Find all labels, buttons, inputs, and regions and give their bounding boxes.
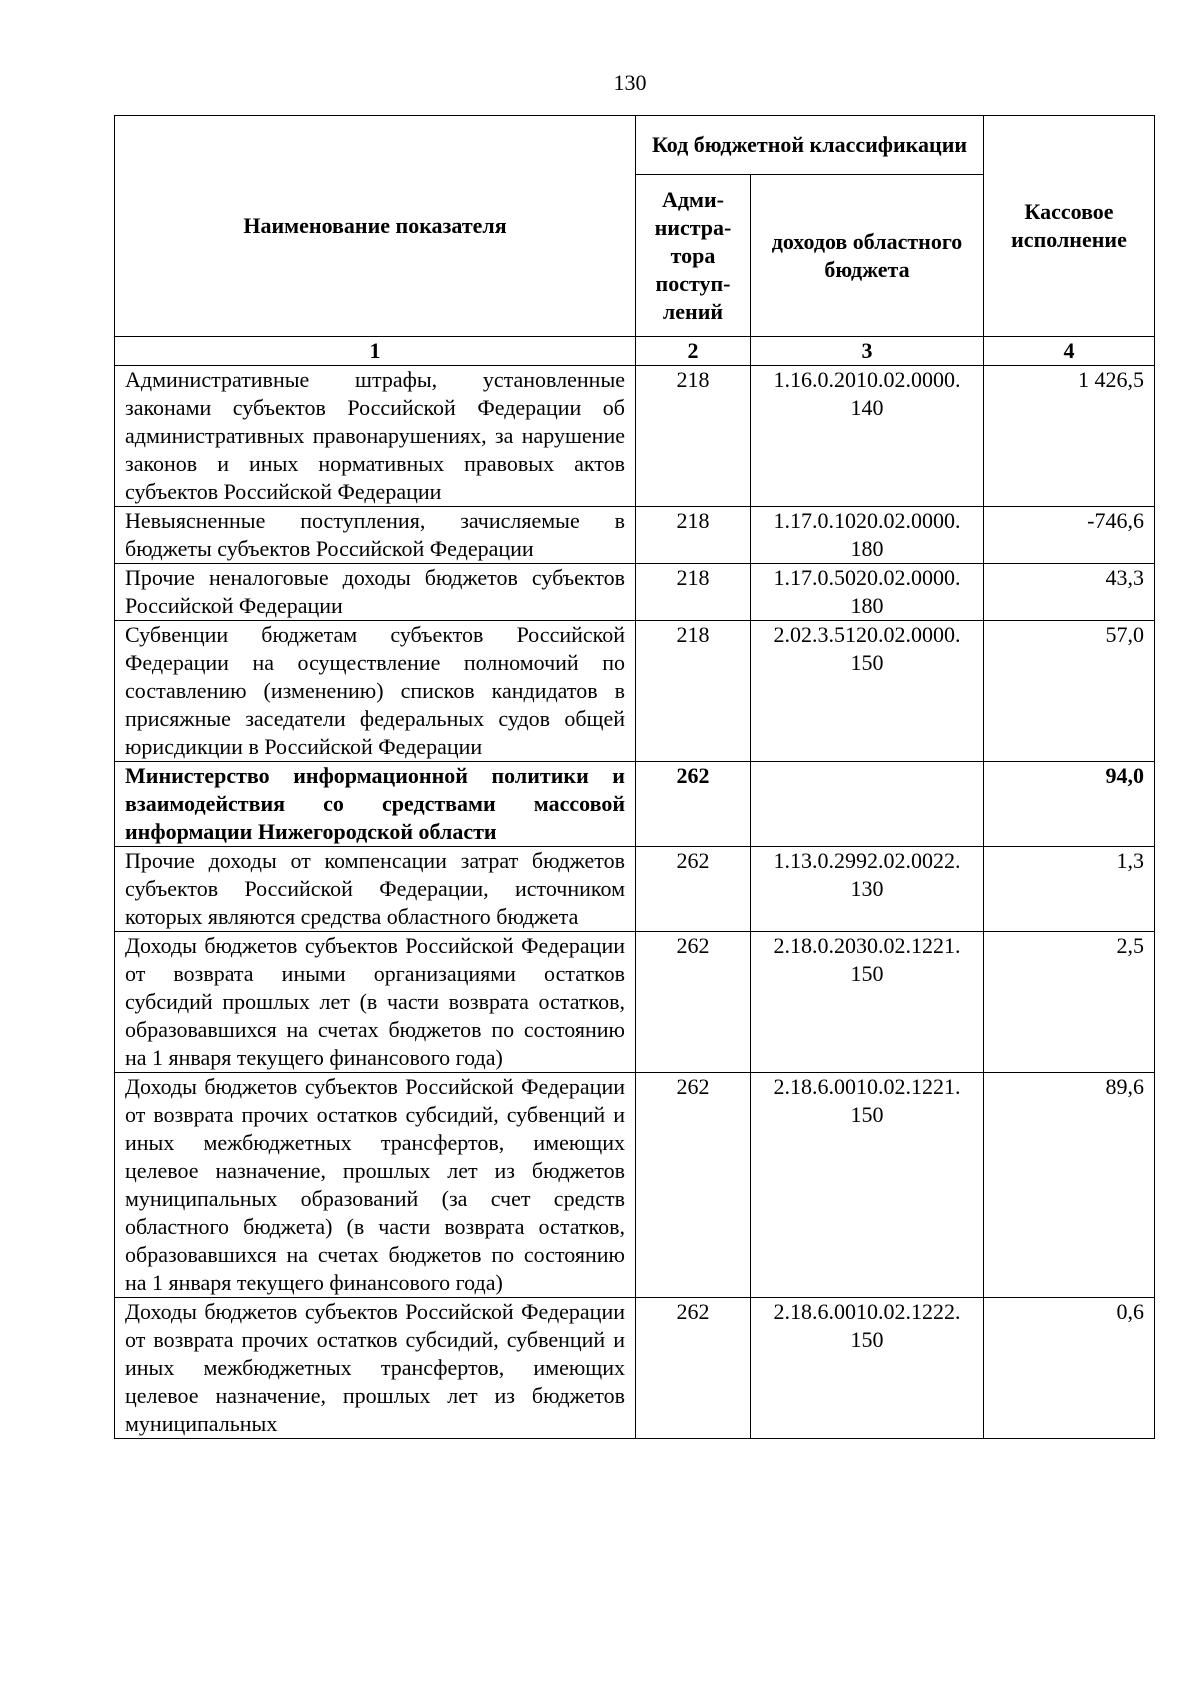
row-code-cell: 2.02.3.5120.02.0000. 150 — [751, 621, 984, 762]
table-body — [115, 337, 1155, 1439]
row-code-cell — [751, 762, 984, 847]
row-admin-cell: 262 — [636, 1073, 751, 1298]
column-number: 3 — [751, 337, 984, 366]
row-name-cell: Доходы бюджетов субъектов Российской Федерации от возврата прочих остатков субсидий, субвенций и иных межбюджетных трансфертов, имеющих целевое назначение, прошлых лет из бюджетов муниципальных — [115, 1298, 636, 1439]
budget-table — [114, 115, 1155, 1439]
table-row — [115, 1073, 1155, 1298]
table-row — [115, 932, 1155, 1073]
table-row — [115, 507, 1155, 564]
row-admin-cell: 218 — [636, 366, 751, 507]
row-name-cell: Доходы бюджетов субъектов Российской Федерации от возврата иными организациями остатков субсидий прошлых лет (в части возврата остатков, образовавшихся на счетах бюджетов по состоянию на 1 января текущего финансового года) — [115, 932, 636, 1073]
row-code-cell: 1.13.0.2992.02.0022. 130 — [751, 847, 984, 932]
header-admin: Адми-нистра-тора поступ-лений — [636, 175, 751, 337]
column-number: 2 — [636, 337, 751, 366]
row-name-cell: Доходы бюджетов субъектов Российской Федерации от возврата прочих остатков субсидий, субвенций и иных межбюджетных трансфертов, имеющих целевое назначение, прошлых лет из бюджетов муниципальных образований (за счет средств областного бюджета) (в части возврата остатков, образовавшихся на счетах бюджетов по состоянию на 1 января текущего финансового года) — [115, 1073, 636, 1298]
row-name-cell: Субвенции бюджетам субъектов Российской Федерации на осуществление полномочий по составлению (изменению) списков кандидатов в присяжные заседатели федеральных судов общей юрисдикции в Российской Федерации — [115, 621, 636, 762]
row-admin-cell: 262 — [636, 847, 751, 932]
row-code-cell: 2.18.6.0010.02.1222. 150 — [751, 1298, 984, 1439]
row-amount-cell: 1,3 — [984, 847, 1155, 932]
row-amount-cell: 43,3 — [984, 564, 1155, 621]
table-header — [115, 116, 1155, 337]
row-admin-cell: 218 — [636, 621, 751, 762]
row-name-cell: Прочие неналоговые доходы бюджетов субъектов Российской Федерации — [115, 564, 636, 621]
row-amount-cell: -746,6 — [984, 507, 1155, 564]
row-admin-cell: 218 — [636, 507, 751, 564]
table-row — [115, 621, 1155, 762]
column-number-row — [115, 337, 1155, 366]
row-name-cell: Невыясненные поступления, зачисляемые в бюджеты субъектов Российской Федерации — [115, 507, 636, 564]
table-row — [115, 847, 1155, 932]
row-amount-cell: 57,0 — [984, 621, 1155, 762]
row-code-cell: 1.17.0.1020.02.0000. 180 — [751, 507, 984, 564]
header-income-code: доходов областного бюджета — [751, 175, 984, 337]
header-code-group: Код бюджетной классификации — [636, 116, 984, 175]
row-name-cell: Министерство информационной политики и взаимодействия со средствами массовой информации Нижегородской области — [115, 762, 636, 847]
header-execution: Кассовое исполнение — [984, 116, 1155, 337]
page-number: 130 — [613, 70, 647, 95]
row-amount-cell: 1 426,5 — [984, 366, 1155, 507]
table-row — [115, 366, 1155, 507]
row-amount-cell: 0,6 — [984, 1298, 1155, 1439]
table-row — [115, 564, 1155, 621]
row-code-cell: 2.18.0.2030.02.1221. 150 — [751, 932, 984, 1073]
column-number: 1 — [115, 337, 636, 366]
row-name-cell: Прочие доходы от компенсации затрат бюджетов субъектов Российской Федерации, источником которых являются средства областного бюджета — [115, 847, 636, 932]
row-amount-cell: 89,6 — [984, 1073, 1155, 1298]
row-amount-cell: 94,0 — [984, 762, 1155, 847]
row-admin-cell: 262 — [636, 762, 751, 847]
table-row — [115, 762, 1155, 847]
row-code-cell: 2.18.6.0010.02.1221. 150 — [751, 1073, 984, 1298]
row-admin-cell: 218 — [636, 564, 751, 621]
column-number: 4 — [984, 337, 1155, 366]
row-code-cell: 1.17.0.5020.02.0000. 180 — [751, 564, 984, 621]
row-amount-cell: 2,5 — [984, 932, 1155, 1073]
row-code-cell: 1.16.0.2010.02.0000. 140 — [751, 366, 984, 507]
row-admin-cell: 262 — [636, 1298, 751, 1439]
row-name-cell: Административные штрафы, установленные законами субъектов Российской Федерации об административных правонарушениях, за нарушение законов и иных нормативных правовых актов субъектов Российской Федерации — [115, 366, 636, 507]
table-row — [115, 1298, 1155, 1439]
row-admin-cell: 262 — [636, 932, 751, 1073]
header-name: Наименование показателя — [115, 116, 636, 337]
